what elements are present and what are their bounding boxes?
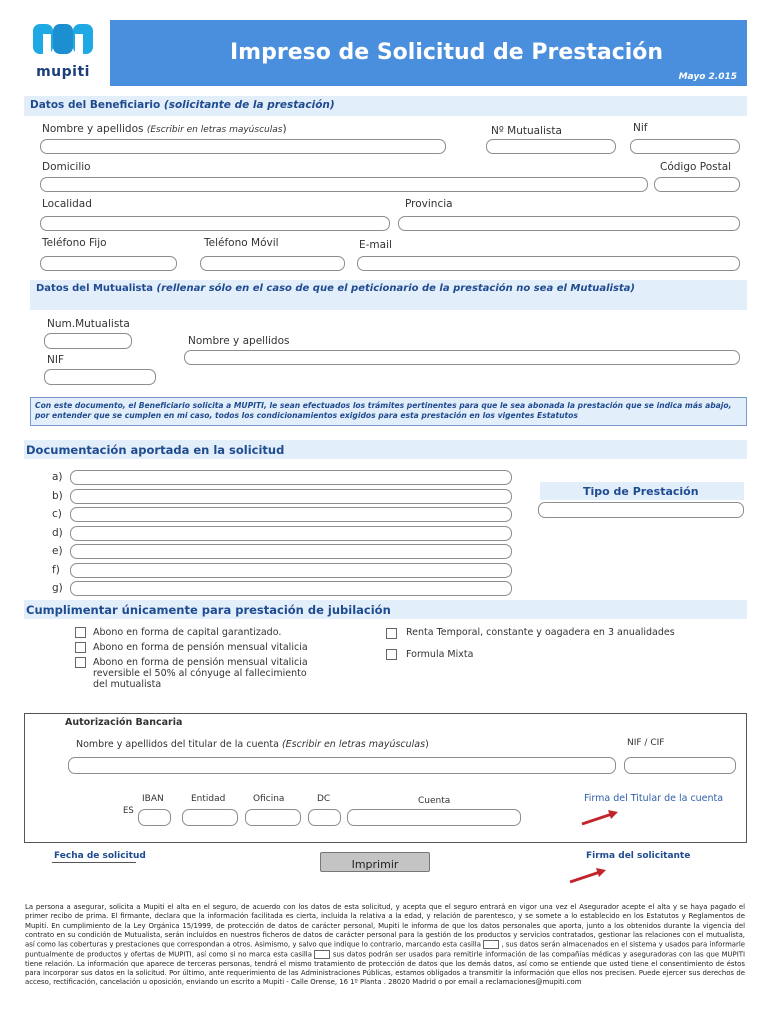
entidad-field[interactable] bbox=[182, 809, 238, 826]
formula-mixta-option-label: Formula Mixta bbox=[406, 649, 474, 660]
telefono-movil-field[interactable] bbox=[200, 256, 345, 271]
logo-mark-icon bbox=[30, 20, 96, 60]
domicilio-label: Domicilio bbox=[42, 161, 91, 173]
doc-item-field[interactable] bbox=[70, 526, 512, 541]
documentacion-title: Documentación aportada en la solicitud bbox=[26, 443, 285, 457]
print-button[interactable] bbox=[320, 852, 430, 872]
tipo-prestacion-label: Tipo de Prestación bbox=[583, 485, 699, 498]
nif-cif-label: NIF / CIF bbox=[627, 738, 665, 748]
titular-field[interactable] bbox=[68, 757, 616, 774]
capital-checkbox[interactable] bbox=[75, 627, 86, 638]
localidad-label: Localidad bbox=[42, 198, 92, 210]
renta-temporal-checkbox[interactable] bbox=[386, 628, 397, 639]
nif-field[interactable] bbox=[630, 139, 740, 154]
codigo-postal-field[interactable] bbox=[654, 177, 740, 192]
mutualista-nif-field[interactable] bbox=[44, 369, 156, 385]
beneficiario-title: Datos del Beneficiario (solicitante de la prestación) bbox=[30, 99, 335, 111]
firma-solicitante-label: Firma del solicitante bbox=[586, 851, 691, 861]
doc-item-label: b) bbox=[52, 490, 63, 502]
pension-option-label: Abono en forma de pensión mensual vitalicia bbox=[93, 642, 308, 653]
tipo-prestacion-field[interactable] bbox=[538, 502, 744, 518]
arrow-titular-icon bbox=[580, 808, 620, 828]
fecha-label: Fecha de solicitud bbox=[54, 851, 146, 861]
pension-reversible-checkbox[interactable] bbox=[75, 657, 86, 668]
mutualista-nif-label: NIF bbox=[47, 354, 64, 366]
page-title: Impreso de Solicitud de Prestación bbox=[230, 40, 664, 65]
email-field[interactable] bbox=[357, 256, 740, 271]
num-mutualista-field[interactable] bbox=[44, 333, 132, 349]
header-banner bbox=[110, 20, 747, 86]
email-label: E-mail bbox=[359, 239, 392, 251]
capital-option-label: Abono en forma de capital garantizado. bbox=[93, 627, 282, 638]
mutualista-num-field[interactable] bbox=[486, 139, 616, 154]
es-prefix: ES bbox=[123, 806, 134, 816]
num-mutualista-label: Num.Mutualista bbox=[47, 318, 130, 330]
doc-item-field[interactable] bbox=[70, 563, 512, 578]
nif-cif-field[interactable] bbox=[624, 757, 736, 774]
print-button-label: Imprimir bbox=[351, 858, 399, 871]
telefono-movil-label: Teléfono Móvil bbox=[204, 237, 279, 249]
provincia-field[interactable] bbox=[398, 216, 740, 231]
pension-reversible-option-label: Abono en forma de pensión mensual vitalicia reversible el 50% al cónyuge al fallecimiento del mutualista bbox=[93, 657, 308, 690]
dc-label: DC bbox=[317, 794, 331, 804]
cuenta-field[interactable] bbox=[347, 809, 521, 826]
telefono-fijo-field[interactable] bbox=[40, 256, 177, 271]
jubilacion-title: Cumplimentar únicamente para prestación de jubilación bbox=[26, 603, 391, 617]
consent-checkbox-1[interactable] bbox=[483, 940, 499, 949]
logo bbox=[30, 20, 96, 80]
doc-item-field[interactable] bbox=[70, 544, 512, 559]
doc-item-field[interactable] bbox=[70, 507, 512, 522]
declaration-box bbox=[30, 397, 747, 426]
cuenta-label: Cuenta bbox=[418, 796, 451, 806]
mutualista-title: Datos del Mutualista (rellenar sólo en el caso de que el peticionario de la prestación no sea el Mutualista) bbox=[36, 283, 636, 294]
doc-item-field[interactable] bbox=[70, 581, 512, 596]
consent-checkbox-2[interactable] bbox=[314, 950, 330, 959]
codigo-postal-label: Código Postal bbox=[660, 161, 732, 173]
pension-checkbox[interactable] bbox=[75, 642, 86, 653]
doc-item-label: g) bbox=[52, 582, 63, 594]
autorizacion-title: Autorización Bancaria bbox=[65, 717, 183, 728]
declaration-text: Con este documento, el Beneficiario solicita a MUPITI, le sean efectuados los trámites pertinentes para que le sea abonada la prestación que se indica más abajo, por entender que se cumplen en mi caso, todos los condicionamientos exigidos para esta prestación en los vigentes Estatutos bbox=[35, 401, 732, 420]
mutualista-nombre-label: Nombre y apellidos bbox=[188, 335, 290, 347]
nif-label: Nif bbox=[633, 122, 648, 134]
firma-titular-label: Firma del Titular de la cuenta bbox=[584, 793, 724, 804]
iban-label: IBAN bbox=[142, 794, 164, 804]
localidad-field[interactable] bbox=[40, 216, 390, 231]
nombre-label: Nombre y apellidos (Escribir en letras mayúsculas) bbox=[42, 123, 287, 135]
legal-text: La persona a asegurar, solicita a Mupiti el alta en el seguro, de acuerdo con los datos de esta solicitud, y acepta que el seguro entrará en vigor una vez el Asegurador acepte el alta y se haya pagado el primer recibo de prima. El firmante, declara que la información facilitada es cierta, incluida la relativa a la edad, y relación de parentesco, y se somete a lo establecido en los Estatutos y Reglamentos de Mupiti. En cumplimiento de la Ley Orgánica 15/1999, de protección de datos de carácter personal, Mupiti le informa de que los datos personales que aporta, junto a los obtenidos durante la vigencia del contrato en su condición de Mutualista, serán incluidos en nuestros ficheros de datos de carácter personal para la gestión de los productos y servicios contratados, gestionar las relaciones con el mutualista, así como las coberturas y prestaciones que correspondan a otros. Asimismo, y salvo que indique lo contrario, marcando esta casilla , sus datos serán almacenados en el sistema y usados para informarle puntualmente de productos y ofertas de MUPITI, así como si no marca esta casilla sus datos podrán ser usados para remitirle información de las compañías médicas y aseguradoras con las que MUPITI tiene relación. La información que aparece de terceras personas, tendrá el mismo tratamiento de protección de datos que los demás datos, así como se entiende que usted tiene el consentimiento de éstos para incorporar sus datos en la solicitud. Por último, ante requerimiento de las Administraciones Públicas, estamos obligados a transmitir la información que ellos nos precisen. Puede ejercer sus derechos de acceso, rectificación, cancelación u oposición, enviando un escrito a Mupiti - Calle Orense, 16 1º Planta . 28020 Madrid o por email a reclamaciones@mupiti.com bbox=[25, 903, 745, 987]
dc-field[interactable] bbox=[308, 809, 341, 826]
entidad-label: Entidad bbox=[191, 794, 226, 804]
titular-label: Nombre y apellidos del titular de la cuenta (Escribir en letras mayúsculas) bbox=[76, 739, 429, 750]
telefono-fijo-label: Teléfono Fijo bbox=[42, 237, 107, 249]
arrow-solicitante-icon bbox=[568, 866, 608, 886]
mutualista-nombre-field[interactable] bbox=[184, 350, 740, 365]
provincia-label: Provincia bbox=[405, 198, 453, 210]
nombre-field[interactable] bbox=[40, 139, 446, 154]
formula-mixta-checkbox[interactable] bbox=[386, 649, 397, 660]
form-date: Mayo 2.015 bbox=[678, 72, 737, 82]
doc-item-field[interactable] bbox=[70, 489, 512, 504]
mutualista-num-label: Nº Mutualista bbox=[491, 125, 562, 137]
logo-text: mupiti bbox=[36, 64, 90, 80]
fecha-underline bbox=[52, 862, 136, 863]
oficina-field[interactable] bbox=[245, 809, 301, 826]
oficina-label: Oficina bbox=[253, 794, 285, 804]
iban-field[interactable] bbox=[138, 809, 171, 826]
domicilio-field[interactable] bbox=[40, 177, 648, 192]
doc-item-label: e) bbox=[52, 545, 63, 557]
doc-item-label: f) bbox=[52, 564, 60, 576]
doc-item-label: c) bbox=[52, 508, 62, 520]
doc-item-field[interactable] bbox=[70, 470, 512, 485]
renta-temporal-option-label: Renta Temporal, constante y oagadera en 3 anualidades bbox=[406, 627, 675, 638]
doc-item-label: d) bbox=[52, 527, 63, 539]
doc-item-label: a) bbox=[52, 471, 63, 483]
